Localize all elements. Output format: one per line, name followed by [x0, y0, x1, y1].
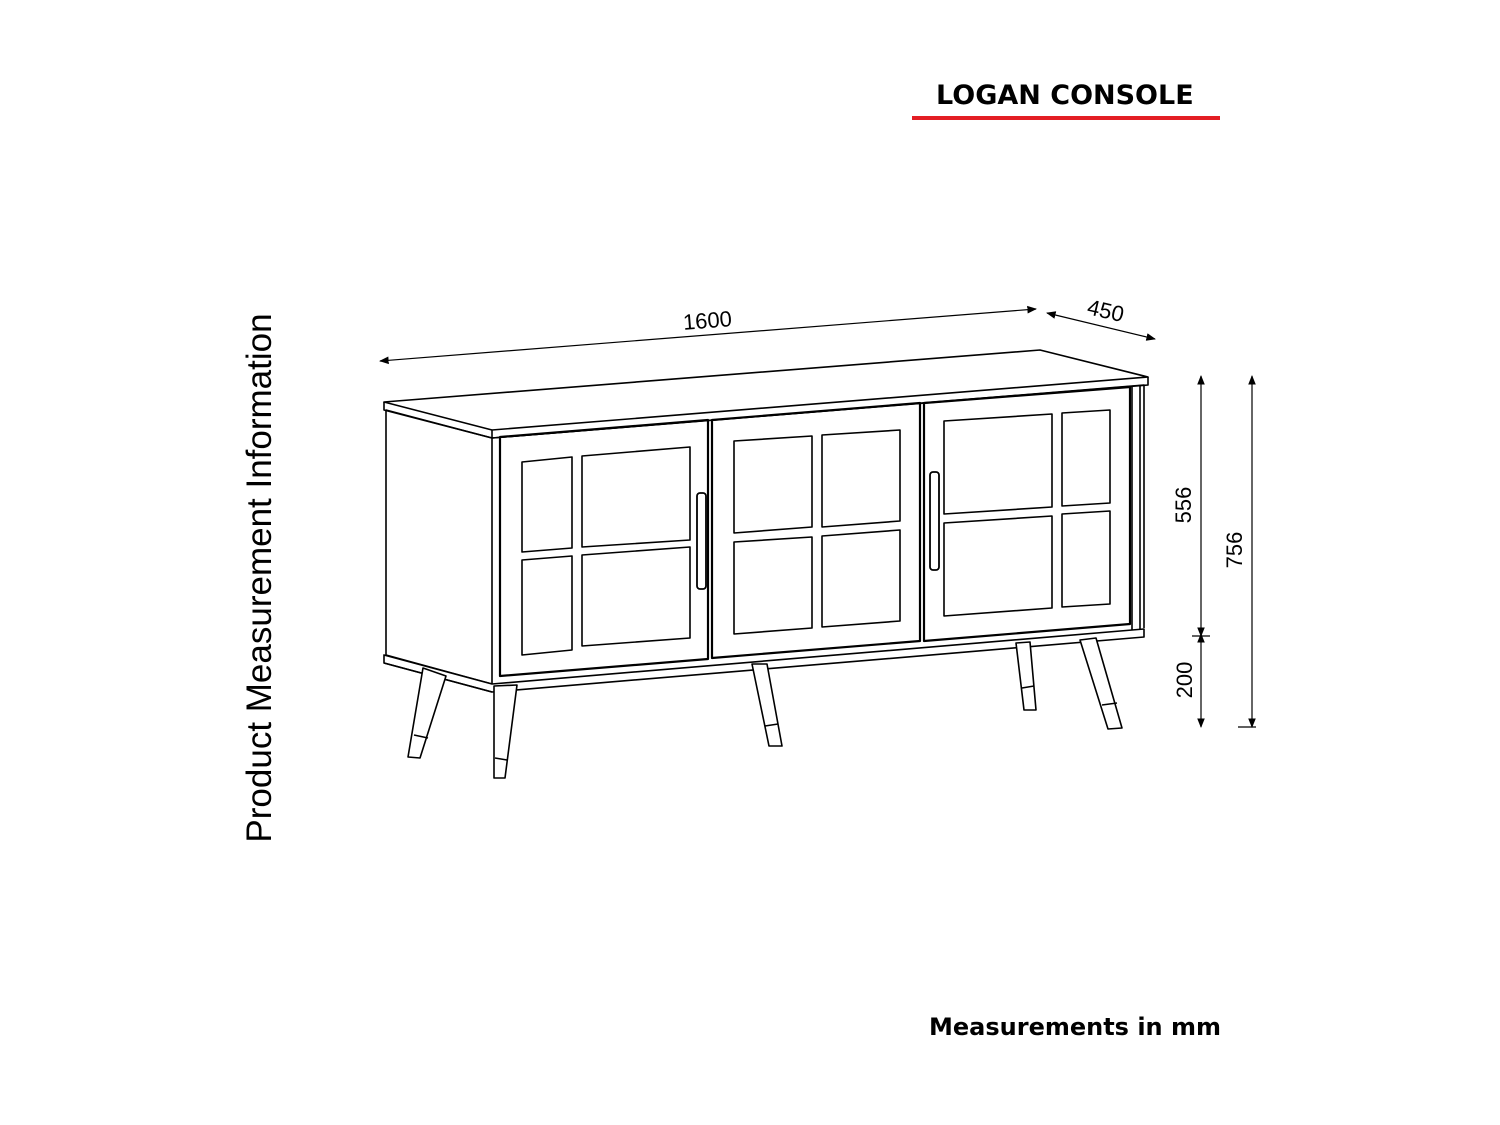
door-left [500, 420, 708, 676]
left-side-panel [386, 410, 492, 684]
width-label: 1600 [682, 306, 733, 335]
units-note: Measurements in mm [929, 1013, 1222, 1041]
diagram-title: LOGAN CONSOLE [936, 80, 1194, 111]
leg-front-center-right [752, 664, 782, 746]
leg-height-label: 200 [1171, 661, 1197, 699]
depth-label: 450 [1084, 294, 1127, 328]
door-center [712, 403, 920, 658]
leg-back-right [1016, 642, 1036, 710]
side-label: Product Measurement Information [240, 313, 279, 843]
cabinet-height-label: 556 [1170, 486, 1196, 524]
leg-front-center-left [494, 685, 517, 778]
handle-left [697, 493, 706, 589]
total-height-label: 756 [1221, 531, 1247, 569]
handle-right [930, 472, 939, 570]
leg-front-left [408, 668, 446, 758]
leg-front-right [1080, 638, 1122, 729]
door-right [924, 387, 1130, 641]
